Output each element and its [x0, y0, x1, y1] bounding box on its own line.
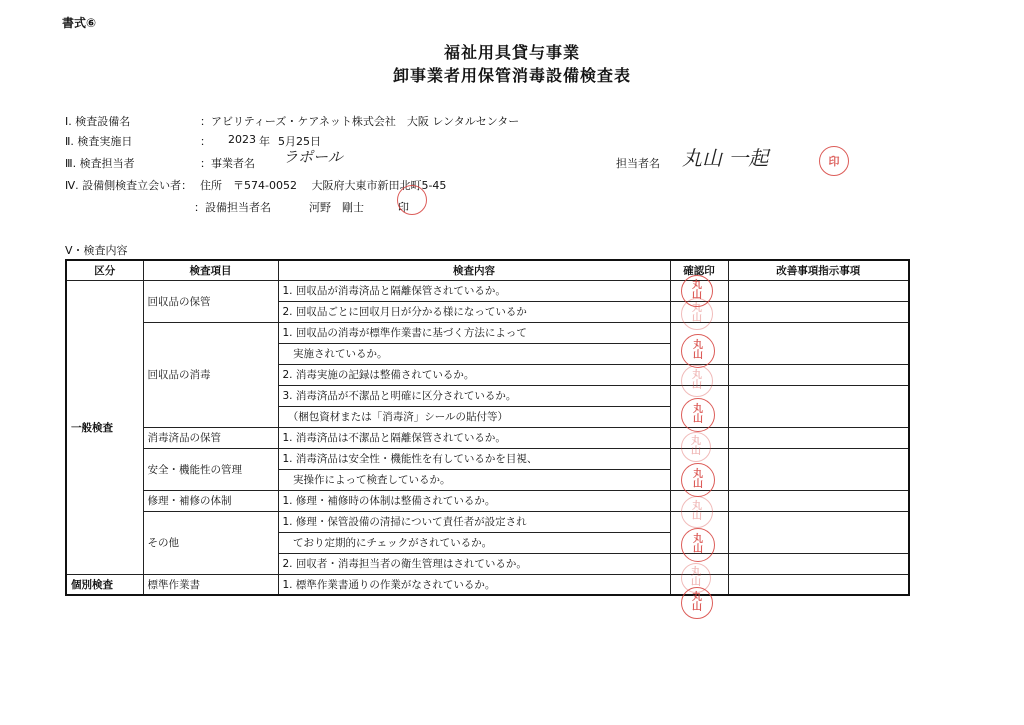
content-cell: 1. 消毒済品は不潔品と隔離保管されているか。 [278, 427, 670, 448]
confirm-stamp: 丸 山 [681, 365, 713, 397]
category-individual: 個別検査 [66, 574, 143, 595]
confirm-stamp: 丸 山 [681, 275, 713, 307]
date-year-unit: 年 [259, 135, 270, 148]
content-cell: 実操作によって検査しているか。 [278, 469, 670, 490]
header-category: 区分 [66, 260, 143, 280]
item-cell: 回収品の保管 [143, 280, 278, 322]
header-improvements: 改善事項指示事項 [728, 260, 909, 280]
improvement-cell [728, 301, 909, 322]
manager-seal-label: 印 [398, 201, 409, 214]
person-in-charge-label: 担当者名 [616, 157, 660, 170]
category-general: 一般検査 [66, 280, 143, 574]
facility-label: Ⅰ. 検査設備名 [65, 115, 131, 128]
inspection-section-title: Ⅴ・検査内容 [65, 244, 128, 257]
content-cell: 2. 回収品ごとに回収月日が分かる様になっているか [278, 301, 670, 322]
person-in-charge-signature: 丸山 一起 [682, 146, 769, 170]
table-row [66, 280, 909, 301]
header-item: 検査項目 [143, 260, 278, 280]
title-line-2: 卸事業者用保管消毒設備検査表 [392, 66, 631, 85]
item-cell: 安全・機能性の管理 [143, 448, 278, 490]
content-cell: 1. 標準作業書通りの作業がなされているか。 [278, 574, 670, 595]
improvement-cell [728, 364, 909, 385]
form-number: 書式⑥ [62, 16, 97, 30]
item-cell: 修理・補修の体制 [143, 490, 278, 511]
content-cell: 1. 修理・保管設備の清掃について責任者が設定され [278, 511, 670, 532]
improvement-cell [728, 553, 909, 574]
table-row [66, 511, 909, 532]
item-cell: 標準作業書 [143, 574, 278, 595]
date-colon: ： [200, 135, 211, 148]
content-cell: ており定期的にチェックがされているか。 [278, 532, 670, 553]
content-cell: 3. 消毒済品が不潔品と明確に区分されているか。 [278, 385, 670, 406]
confirm-stamp: 丸 山 [681, 334, 715, 368]
header-confirm-seal: 確認印 [670, 260, 728, 280]
confirm-stamp: 丸 山 [681, 587, 713, 619]
confirm-stamp: 丸 山 [681, 528, 715, 562]
title-line-1: 福祉用具貸与事業 [443, 43, 580, 62]
manager-label: ：設備担当者名 [194, 201, 271, 214]
content-cell: （梱包資材または「消毒済」シールの貼付等） [278, 406, 670, 427]
content-cell: 1. 回収品の消毒が標準作業書に基づく方法によって [278, 322, 670, 343]
item-cell: 回収品の消毒 [143, 322, 278, 427]
content-cell: 1. 修理・補修時の体制は整備されているか。 [278, 490, 670, 511]
manager-name: 河野 剛士 [309, 201, 364, 214]
improvement-cell [728, 448, 909, 490]
item-cell: 消毒済品の保管 [143, 427, 278, 448]
date-label: Ⅱ. 検査実施日 [65, 135, 133, 148]
improvement-cell [728, 427, 909, 448]
confirm-stamp: 丸 山 [681, 398, 715, 432]
attendant-address: 住所 〒574-0052 大阪府大東市新田北町5-45 [200, 179, 447, 192]
confirm-stamp: 丸 山 [681, 432, 711, 462]
content-cell: 2. 回収者・消毒担当者の衛生管理はされているか。 [278, 553, 670, 574]
table-row [66, 427, 909, 448]
improvement-cell [728, 574, 909, 595]
content-cell: 1. 回収品が消毒済品と隔離保管されているか。 [278, 280, 670, 301]
business-name-signature: ラポール [283, 148, 343, 166]
confirm-stamp: 丸 山 [681, 496, 713, 528]
inspection-table [65, 259, 910, 596]
facility-value: ：アビリティーズ・ケアネット株式会社 大阪 レンタルセンター [200, 115, 520, 128]
improvement-cell [728, 280, 909, 301]
content-cell: 1. 消毒済品は安全性・機能性を有しているかを目視、 [278, 448, 670, 469]
table-row [66, 448, 909, 469]
confirm-stamp: 丸 山 [681, 563, 711, 593]
improvement-cell [728, 322, 909, 364]
inspector-label: Ⅲ. 検査担当者 [65, 157, 135, 170]
improvement-cell [728, 385, 909, 427]
date-month-day: 5月25日 [278, 135, 321, 148]
content-cell: 実施されているか。 [278, 343, 670, 364]
inspector-seal: 印 [819, 146, 849, 176]
table-row [66, 322, 909, 343]
date-year: 2023 [228, 133, 256, 146]
table-header-row [66, 260, 909, 280]
content-cell: 2. 消毒実施の記録は整備されているか。 [278, 364, 670, 385]
manager-seal-stamp [397, 185, 427, 215]
table-row [66, 490, 909, 511]
attendant-label: Ⅳ. 設備側検査立会い者： [65, 179, 193, 192]
table-row [66, 574, 909, 595]
header-content: 検査内容 [278, 260, 670, 280]
improvement-cell [728, 490, 909, 511]
business-name-label: ：事業者名 [200, 157, 255, 170]
item-cell: その他 [143, 511, 278, 574]
confirm-stamp: 丸 山 [681, 298, 713, 330]
confirm-stamp: 丸 山 [681, 463, 715, 497]
improvement-cell [728, 511, 909, 553]
